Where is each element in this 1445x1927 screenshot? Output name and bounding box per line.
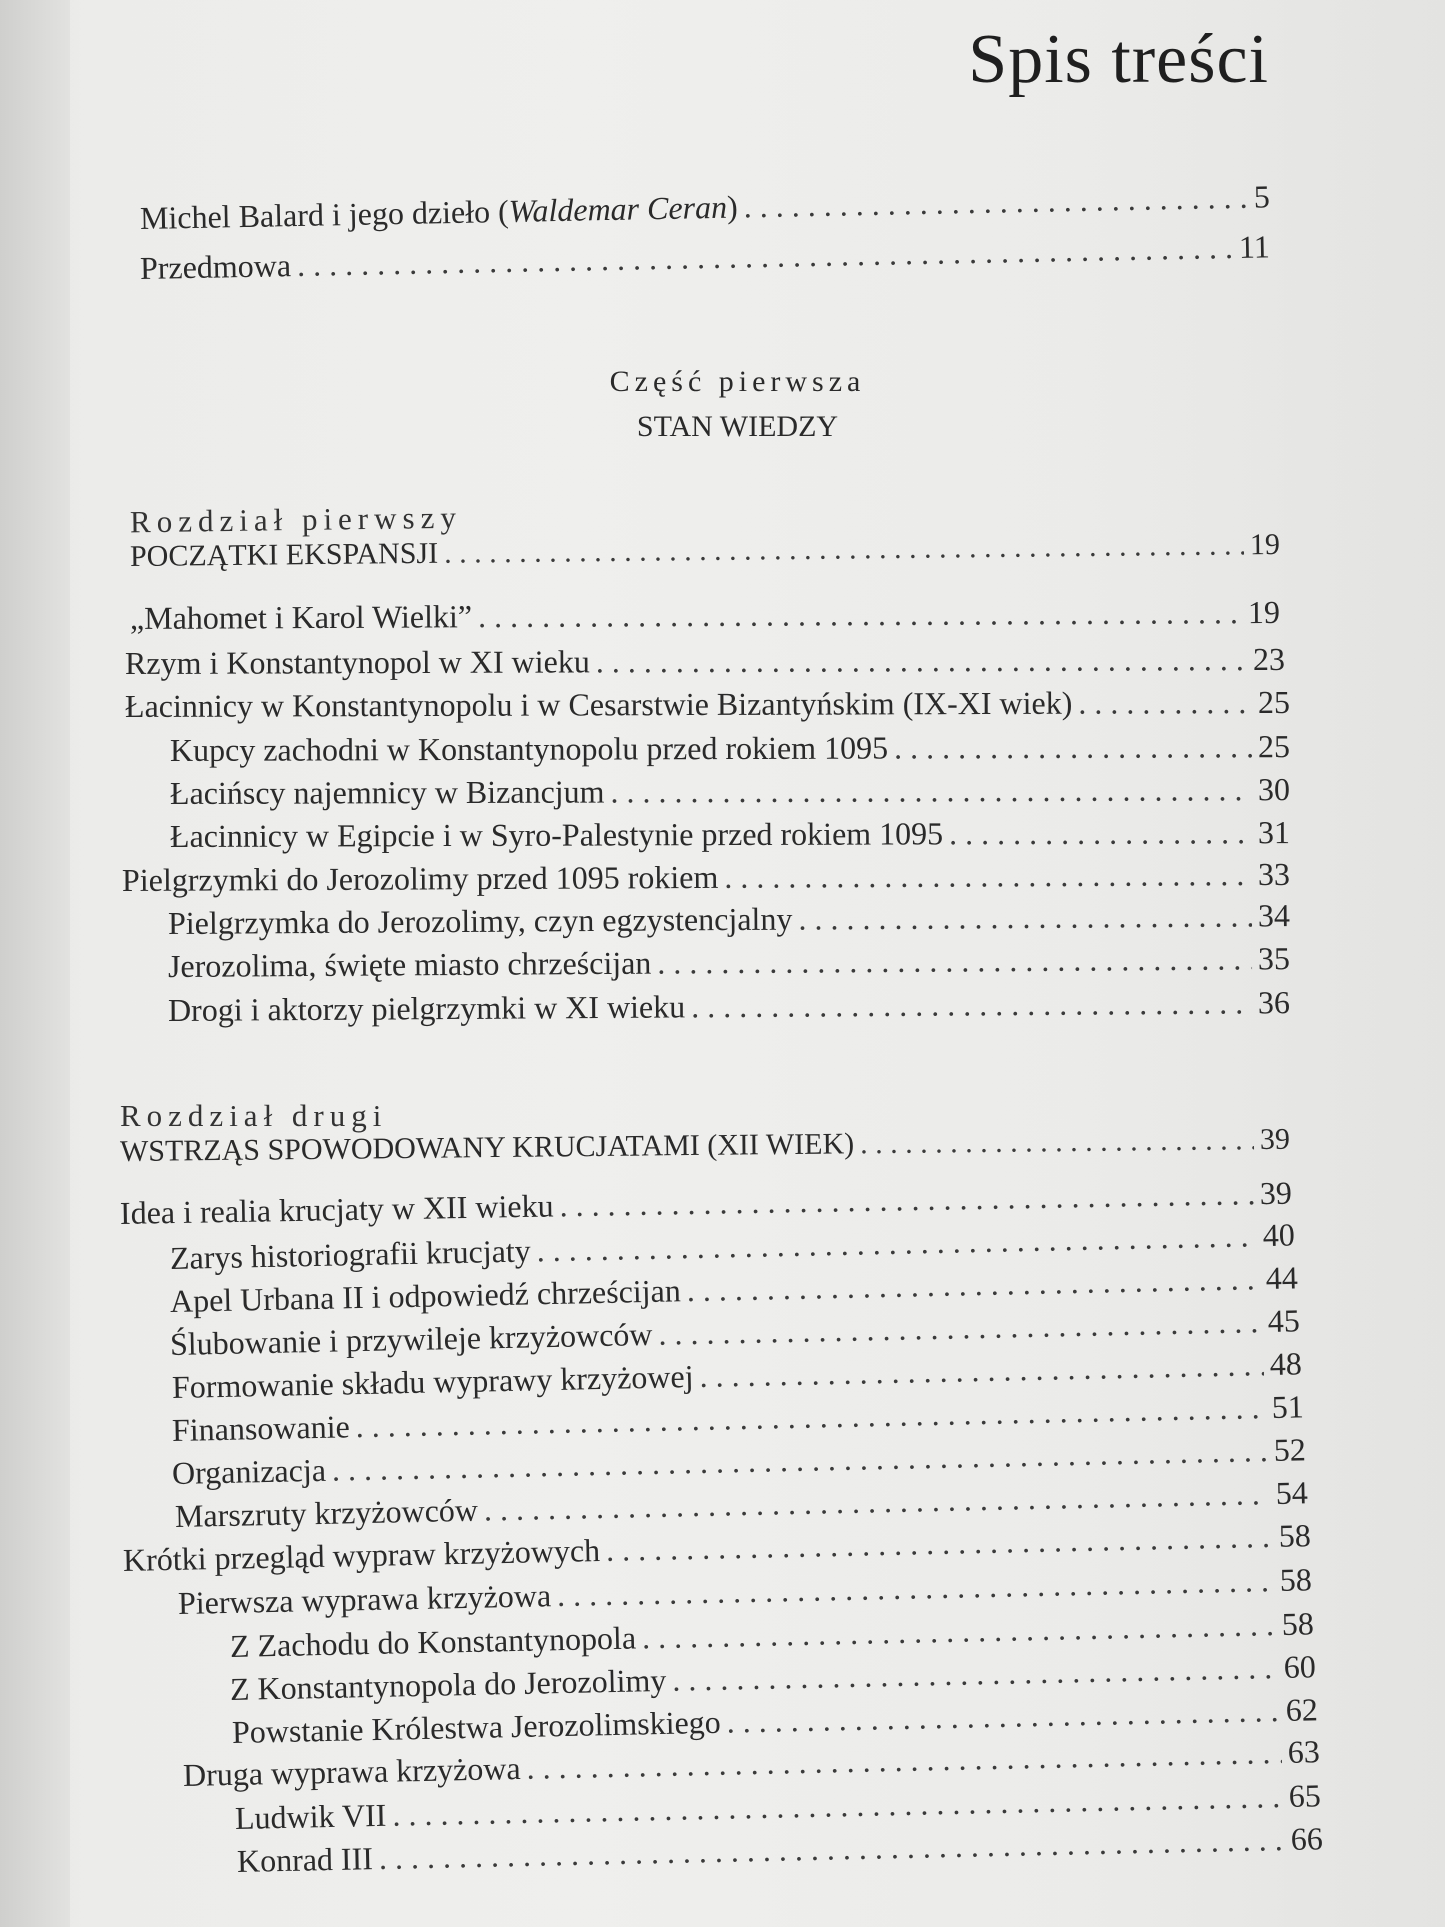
toc-entry	[168, 897, 1290, 942]
chapter-label: Rozdział drugi	[120, 1098, 388, 1133]
toc-entry-page: 33	[1257, 855, 1291, 893]
toc-entry-text: Michel Balard i jego dzieło (Waldemar Ceran)	[139, 188, 739, 236]
toc-entry-page: 35	[1257, 940, 1291, 977]
toc-entry	[125, 684, 1290, 725]
toc-entry-text: Zarys historiografii krucjaty	[169, 1232, 532, 1276]
toc-entry	[122, 856, 1290, 899]
toc-entry-text: Pierwsza wyprawa krzyżowa	[177, 1577, 552, 1621]
toc-entry-przedmowa	[140, 228, 1271, 287]
chapter-title: POCZĄTKI EKSPANSJI	[129, 536, 439, 573]
toc-entry-page: 48	[1269, 1345, 1303, 1383]
toc-entry-text: Apel Urbana II i odpowiedź chrześcijan	[169, 1272, 682, 1319]
toc-entry	[130, 594, 1280, 637]
toc-entry-page: 45	[1267, 1302, 1301, 1340]
page-title: Spis treści	[968, 21, 1269, 98]
leader-dots	[724, 856, 1252, 896]
toc-entry-text: Drogi i aktorzy pielgrzymki w XI wieku	[167, 988, 686, 1028]
toc-entry-text: Łacinnicy w Konstantynopolu i w Cesarstwie Bizantyńskim (IX-XI wiek)	[124, 684, 1073, 724]
toc-entry-text: Rzym i Konstantynopol w XI wieku	[124, 643, 590, 681]
toc-entry-page: 66	[1290, 1820, 1324, 1857]
part-title: STAN WIEDZY	[636, 410, 839, 443]
toc-entry-text: Kupcy zachodni w Konstantynopolu przed rokiem 1095	[169, 729, 889, 768]
toc-entry-page: 39	[1259, 1174, 1293, 1212]
toc-entry-text: Pielgrzymka do Jerozolimy, czyn egzystencjalny	[167, 900, 793, 941]
toc-entry-text: Jerozolima, święte miasto chrześcijan	[167, 944, 652, 984]
toc-entry-text: Konrad III	[236, 1840, 374, 1879]
toc-entry-text: Krótki przegląd wypraw krzyżowych	[122, 1532, 601, 1578]
leader-dots	[657, 940, 1252, 981]
toc-entry-text: Idea i realia krucjaty w XII wieku	[119, 1187, 554, 1231]
toc-entry-text: Druga wyprawa krzyżowa	[182, 1749, 521, 1793]
leader-dots	[860, 1123, 1254, 1161]
toc-entry-text: Łacińscy najemnicy w Bizancjum	[169, 773, 605, 811]
leader-dots	[894, 728, 1252, 766]
page-gutter-shadow	[0, 0, 70, 1927]
leader-dots	[444, 528, 1244, 570]
toc-entry	[168, 940, 1290, 985]
toc-entry-page: 25	[1257, 683, 1291, 721]
toc-entry	[168, 984, 1290, 1029]
leader-dots	[596, 641, 1247, 680]
toc-entry-page: 19	[1247, 593, 1281, 631]
toc-entry-text: Marszruty krzyżowców	[174, 1491, 479, 1534]
leader-dots	[798, 897, 1252, 937]
toc-entry-page: 31	[1257, 814, 1291, 851]
toc-entry	[170, 814, 1290, 855]
chapter-label: Rozdział pierwszy	[129, 499, 463, 540]
toc-entry-page: 58	[1279, 1561, 1313, 1598]
toc-entry-page: 40	[1262, 1216, 1296, 1254]
toc-entry	[170, 771, 1290, 812]
leader-dots	[642, 1606, 1276, 1656]
toc-entry-text: Pielgrzymki do Jerozolimy przed 1095 rokiem	[121, 858, 719, 898]
toc-entry-michel-balard	[140, 178, 1271, 237]
toc-entry-text: Powstanie Królestwa Jerozolimskiego	[231, 1703, 722, 1750]
part-label: Część pierwsza	[609, 365, 866, 398]
toc-entry-page: 60	[1283, 1648, 1317, 1685]
toc-entry-page: 36	[1257, 984, 1291, 1021]
toc-entry-text: Łacinnicy w Egipcie i w Syro-Palestynie przed rokiem 1095	[169, 815, 944, 854]
leader-dots	[686, 1260, 1260, 1309]
toc-entry-page: 30	[1257, 771, 1291, 808]
toc-entry-page: 25	[1257, 728, 1291, 765]
toc-entry-text: Przedmowa	[139, 247, 292, 286]
toc-entry-page: 44	[1265, 1259, 1299, 1297]
toc-entry-page: 58	[1278, 1517, 1312, 1554]
toc-entry-page: 54	[1275, 1474, 1309, 1511]
leader-dots	[297, 229, 1234, 284]
toc-entry-page: 5	[1253, 178, 1271, 215]
toc-entry-text: Ślubowanie i przywileje krzyżowców	[169, 1315, 653, 1362]
toc-entry	[170, 728, 1290, 769]
toc-entry-text: Finansowanie	[171, 1408, 351, 1448]
toc-entry-page: 58	[1281, 1605, 1315, 1642]
toc-entry-text: Organizacja	[171, 1451, 327, 1491]
leader-dots	[658, 1303, 1262, 1353]
toc-entry-page: 63	[1287, 1733, 1321, 1770]
toc-entry-text: Z Konstantynopola do Jerozolimy	[229, 1661, 667, 1707]
leader-dots	[743, 179, 1248, 226]
toc-entry-page: 52	[1273, 1431, 1307, 1468]
leader-dots	[559, 1175, 1254, 1224]
leader-dots	[1078, 684, 1252, 722]
toc-entry-page: 51	[1271, 1388, 1305, 1425]
leader-dots	[557, 1562, 1274, 1614]
leader-dots	[726, 1692, 1280, 1741]
toc-entry-page: 39	[1259, 1122, 1291, 1157]
leader-dots	[610, 771, 1252, 810]
toc-entry-text: Ludwik VII	[234, 1796, 387, 1836]
leader-dots	[672, 1649, 1278, 1699]
leader-dots	[478, 594, 1242, 635]
chapter-title: WSTRZĄS SPOWODOWANY KRUCJATAMI (XII WIEK)	[119, 1127, 855, 1168]
toc-entry-page: 11	[1238, 228, 1271, 265]
toc-entry-text: „Mahomet i Karol Wielki”	[129, 598, 473, 636]
leader-dots	[606, 1518, 1273, 1569]
toc-entry-page: 34	[1257, 897, 1291, 934]
leader-dots	[949, 814, 1252, 852]
toc-entry-page: 62	[1285, 1691, 1319, 1728]
toc-entry-page: 19	[1249, 527, 1281, 562]
toc-entry	[125, 641, 1285, 682]
toc-entry-text: Z Zachodu do Konstantynopola	[229, 1619, 637, 1664]
leader-dots	[699, 1346, 1264, 1395]
leader-dots	[691, 984, 1252, 1025]
toc-entry-page: 23	[1252, 640, 1286, 678]
toc-entry-text: Formowanie składu wyprawy krzyżowej	[171, 1358, 694, 1405]
toc-entry-page: 65	[1288, 1777, 1322, 1814]
